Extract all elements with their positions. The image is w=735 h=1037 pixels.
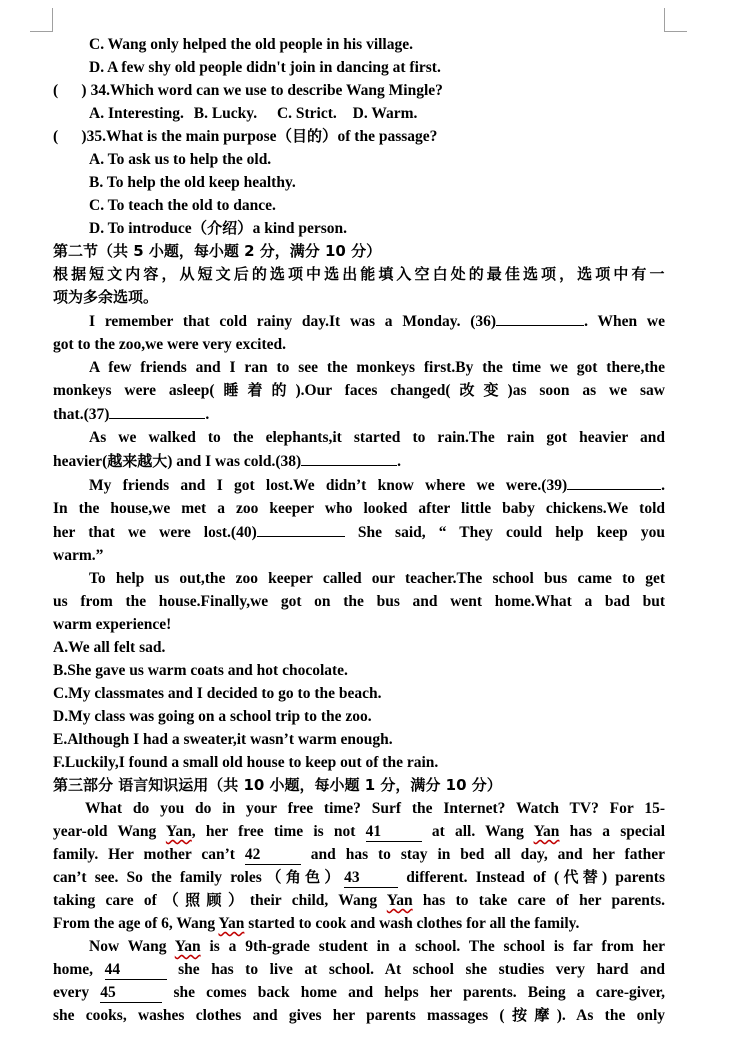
option-b: B.She gave us warm coats and hot chocolate. [53,662,348,679]
q35-option-a: A. To ask us to help the old. [89,151,272,168]
passage-line: her that we were lost.(40) She said, “ They could help keep you [53,520,665,544]
section2-heading: 第二节（共 5 小题，每小题 2 分，满分 10 分） [53,242,382,260]
q33-option-d: D. A few shy old people didn't join in dancing at first. [89,59,441,76]
blank-44[interactable]: 44 [105,961,167,980]
cloze-line: home, 44 she has to live at school. At school she studies very hard and [53,961,666,978]
passage-line: In the house,we met a zoo keeper who looked after little baby chickens.We told [53,500,665,517]
blank-41[interactable]: 41 [366,823,422,842]
q35-option-d: D. To introduce（介绍）a kind person. [89,219,347,237]
cloze-line: taking care of（照顾）their child, Wang Yan has to take care of her parents. [53,891,665,909]
blank-45[interactable]: 45 [100,984,162,1003]
cloze-line: she cooks, washes clothes and gives her parents massages (按摩). As the only [53,1006,665,1024]
blank-40[interactable] [257,520,345,537]
cloze-line: From the age of 6, Wang Yan started to cook and wash clothes for all the family. [53,915,580,932]
option-a: A.We all felt sad. [53,639,166,656]
passage-line: that.(37) . [53,402,665,426]
q34-option-d: D. Warm. [352,105,418,122]
blank-36[interactable] [496,309,584,326]
q33-option-c: C. Wang only helped the old people in his village. [89,36,413,53]
option-e: E.Although I had a sweater,it wasn’t warm enough. [53,731,393,748]
q35-stem: ( )35.What is the main purpose（目的）of the passage? [53,127,438,145]
q34-options [53,102,665,125]
passage-line: got to the zoo,we were very excited. [53,336,286,353]
q34-option-b: B. Lucky. [193,105,258,122]
document-page [53,33,665,1027]
section2-instruction-cont: 项为多余选项。 [53,288,159,306]
answer-paren[interactable]: ( ) [53,128,87,145]
cloze-line: every 45 she comes back home and helps her parents. Being a care-giver, [53,984,665,1001]
passage-line: As we walked to the elephants,it started to rain.The rain got heavier and [89,429,665,446]
q35-option-b: B. To help the old keep healthy. [89,174,296,191]
part3-heading: 第三部分 语言知识运用（共 10 小题，每小题 1 分，满分 10 分） [53,776,502,794]
cloze-line: can’t see. So the family roles（角色）43 different. Instead of (代替) parents [53,868,665,886]
section2-instruction: 根据短文内容，从短文后的选项中选出能填入空白处的最佳选项，选项中有一 [53,265,665,283]
passage-line: My friends and I got lost.We didn’t know where we were.(39) . [53,473,665,497]
crop-mark-right [664,8,687,32]
option-c: C.My classmates and I decided to go to the beach. [53,685,382,702]
answer-paren[interactable]: ( ) [53,82,87,99]
cloze-line: family. Her mother can’t 42 and has to stay in bed all day, and her father [53,846,665,863]
passage-line: I remember that cold rainy day.It was a Monday. (36) . When we [53,309,665,333]
passage-line: us from the house.Finally,we got on the bus and went home.What a bad but [53,593,665,610]
blank-38[interactable] [301,449,397,466]
q34-stem: ( ) 34.Which word can we use to describe Wang Mingle? [53,82,443,99]
cloze-line: What do you do in your free time? Surf the Internet? Watch TV? For 15- [85,800,665,817]
passage-line: warm.” [53,547,104,564]
cloze-line: Now Wang Yan is a 9th-grade student in a school. The school is far from her [89,938,665,955]
q34-option-a: A. Interesting. [89,105,184,122]
option-d: D.My class was going on a school trip to the zoo. [53,708,372,725]
q34-option-c: C. Strict. [276,105,337,122]
passage-line: warm experience! [53,616,172,633]
passage-line: To help us out,the zoo keeper called our teacher.The school bus came to get [89,570,665,587]
q35-option-c: C. To teach the old to dance. [89,197,276,214]
passage-line: heavier(越来越大) and I was cold.(38) . [53,449,665,473]
passage-line: A few friends and I ran to see the monkeys first.By the time we got there,the [89,359,665,376]
blank-37[interactable] [109,402,205,419]
cloze-line: year-old Wang Yan, her free time is not 41 at all. Wang Yan has a special [53,823,666,840]
blank-42[interactable]: 42 [245,846,301,865]
crop-mark-left [30,8,53,32]
blank-43[interactable]: 43 [344,869,398,888]
passage-line: monkeys were asleep(睡着的).Our faces changed(改变)as soon as we saw [53,381,665,399]
option-f: F.Luckily,I found a small old house to keep out of the rain. [53,754,439,771]
blank-39[interactable] [567,473,661,490]
